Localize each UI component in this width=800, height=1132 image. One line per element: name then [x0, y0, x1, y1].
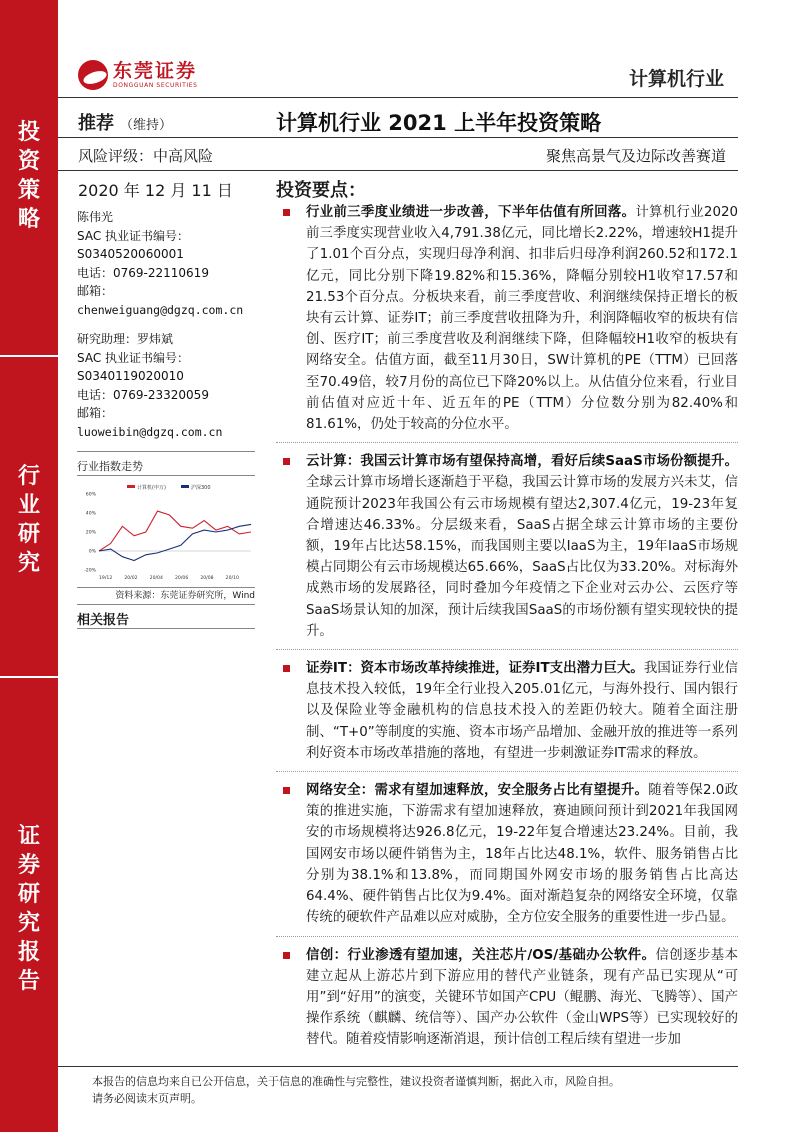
- logo-name-cn: 东莞证券: [113, 60, 198, 82]
- y-tick-label: -20%: [84, 568, 96, 574]
- related-reports-heading: 相关报告: [77, 613, 130, 628]
- report-title: 计算机行业 2021 上半年投资策略: [276, 111, 602, 135]
- chart-title: 行业指数走势: [77, 460, 143, 473]
- analyst-phone: 电话：0769-23320059: [77, 387, 209, 402]
- chart-source: 资料来源：东莞证券研究所，Wind: [115, 591, 255, 601]
- key-point-divider: [276, 936, 738, 937]
- footer-rule: [58, 1066, 738, 1067]
- rating-value: 推荐: [78, 113, 114, 134]
- risk-rating: 风险评级：中高风险: [78, 147, 214, 165]
- series-line-csi300: [99, 524, 251, 560]
- key-point: [276, 658, 738, 764]
- sidebar-char: 行: [17, 464, 40, 489]
- analyst-sac: S0340119020010: [77, 369, 184, 383]
- key-point: [276, 451, 738, 642]
- legend-swatch-1: [127, 485, 135, 488]
- key-point-lead: 行业前三季度业绩进一步改善，下半年估值有所回落。: [306, 205, 636, 220]
- related-bottom-rule: [77, 628, 255, 629]
- key-point-text: 全球云计算市场增长逐渐趋于平稳，我国云计算市场的发展方兴未艾，信通院预计2023年我国公有云市场规模有望达2,307.4亿元，19-23年复合增速达46.33%。分层级来看，SaaS占据全球云计算市场的主要份额，19年占比达58.15%，而我国则主要以IaaS为主，19年IaaS市场规模占同期公有云市场规模达65.66%，SaaS占比仅为33.20%。对标海外成熟市场的发展路径，同时叠加今年疫情之下企业对云办公、云医疗等SaaS场景认知的加深，预计后续我国SaaS的市场份额有望实现较快的提升。: [306, 475, 738, 639]
- sidebar-char: 略: [17, 207, 40, 232]
- sidebar-char: 业: [17, 493, 40, 518]
- sidebar-section-industry: [0, 462, 58, 578]
- analyst-info: [77, 208, 243, 319]
- sidebar-char: 券: [17, 853, 40, 878]
- subtitle-rule: [58, 170, 738, 171]
- y-tick-label: 20%: [85, 530, 96, 536]
- sidebar-char: 研: [17, 522, 40, 547]
- logo-mark-icon: [78, 60, 108, 90]
- key-point-text: 信创逐步基本建立起从上游芯片到下游应用的替代产业链条，现有产品已实现从“可用”到“好用”的演变，关键环节如国产CPU（鲲鹏、海光、飞腾等）、国产操作系统（麒麟、统信等）、国产办公软件（金山WPS等）已实现较好的替代。随着疫情影响逐渐消退，预计信创工程后续有望进一步加: [306, 947, 738, 1048]
- key-point: [276, 780, 738, 928]
- sidebar-divider: [0, 676, 58, 678]
- sidebar-char: 告: [17, 969, 40, 994]
- sidebar-char: 投: [17, 120, 40, 145]
- y-tick-label: 40%: [85, 511, 96, 517]
- header-rule: [58, 97, 738, 98]
- analyst-name: 陈伟光: [77, 210, 114, 224]
- x-tick-label: 20/10: [225, 576, 239, 581]
- key-points-list: [276, 202, 738, 1051]
- sidebar-char: 报: [17, 940, 40, 965]
- key-point-lead: 网络安全：需求有望加速释放，安全服务占比有望提升。: [306, 783, 649, 799]
- x-tick-label: 20/06: [175, 576, 189, 581]
- key-point-divider: [276, 442, 738, 443]
- legend-label-2: 沪深300: [191, 485, 211, 491]
- key-points-heading: 投资要点：: [276, 180, 366, 201]
- key-point-lead: 云计算：我国云计算市场有望保持高增，看好后续SaaS市场份额提升。: [306, 454, 738, 470]
- footer-line-1: 本报告的信息均来自已公开信息，关于信息的准确性与完整性，建议投资者谨慎判断，据此入市，风险自担。: [92, 1075, 620, 1088]
- chart-title-rule: [77, 475, 255, 476]
- key-point-divider: [276, 649, 738, 650]
- key-point-lead: 证券IT：资本市场改革持续推进，证券IT支出潜力巨大。: [306, 661, 644, 677]
- analyst-email[interactable]: chenweiguang@dgzq.com.cn: [77, 302, 244, 317]
- analyst-name: 研究助理：罗炜斌: [77, 332, 174, 346]
- related-rule: [77, 604, 255, 605]
- x-tick-label: 20/02: [124, 576, 138, 581]
- sidebar-char: 究: [17, 911, 40, 936]
- x-tick-label: 20/08: [200, 576, 214, 581]
- assistant-info: [77, 330, 222, 441]
- sidebar-char: 证: [17, 824, 40, 849]
- key-point-text: 随着等保2.0政策的推进实施，下游需求有望加速释放，赛迪顾问预计到2021年我国网安的市场规模将达926.8亿元，19-22年复合增速达23.24%。目前，我国网安市场以硬件销售为主，18年占比达48.1%，软件、服务销售占比分别为38.1%和13.8%，而同期国外网安市场的服务销售占比高达64.4%、硬件销售占比仅为9.4%。面对渐趋复杂的网络安全环境，仅靠传统的硬软件产品难以应对威胁，全方位安全服务的重要性进一步凸显。: [306, 783, 739, 926]
- key-point: [276, 945, 738, 1051]
- company-logo: [78, 60, 198, 90]
- analyst-email[interactable]: luoweibin@dgzq.com.cn: [77, 424, 223, 439]
- analyst-sac-label: SAC 执业证书编号：: [77, 350, 190, 365]
- legend-label-1: 计算机(申万): [137, 485, 166, 491]
- key-point: [276, 202, 738, 435]
- x-tick-label: 20/04: [149, 576, 163, 581]
- chart-top-rule: [77, 451, 255, 452]
- sidebar-char: 资: [17, 149, 40, 174]
- logo-name-en: DONGGUAN SECURITIES: [113, 82, 198, 89]
- rating: [78, 109, 172, 135]
- series-line-computer: [99, 511, 251, 551]
- analyst-phone: 电话：0769-22110619: [77, 265, 209, 280]
- report-date: 2020 年 12 月 11 日: [78, 181, 233, 200]
- sidebar-char: 究: [17, 551, 40, 576]
- legend-swatch-2: [181, 485, 189, 488]
- y-tick-label: 60%: [85, 492, 96, 498]
- report-subtitle: 聚焦高景气及边际改善赛道: [545, 147, 726, 165]
- sidebar-char: 策: [17, 178, 40, 203]
- key-point-text: 我国证券行业信息技术投入较低，19年全行业投入205.01亿元，与海外投行、国内银行以及保险业等金融机构的信息技术投入的差距仍较大。随着全面注册制、“T+0”等制度的实施、资本市场产品增加、金融开放的推进等一系列利好资本市场改革措施的落地，有望进一步刺激证券IT需求的释放。: [306, 661, 739, 761]
- analyst-email-label: 邮箱：: [77, 406, 114, 420]
- key-point-divider: [276, 771, 738, 772]
- industry-index-chart: [77, 480, 255, 584]
- key-point-lead: 信创：行业渗透有望加速，关注芯片/OS/基础办公软件。: [306, 947, 656, 963]
- title-rule: [58, 137, 738, 138]
- sidebar-section-strategy: [0, 118, 58, 234]
- footer-line-2: 请务必阅读末页声明。: [92, 1092, 202, 1105]
- key-point-text: 计算机行业2020前三季度实现营业收入4,791.38亿元，同比增长2.22%，增速较H1提升了1.01个百分点，实现归母净利润、扣非后归母净利润260.52和172.1亿元，同比分别下降19.82%和15.36%，降幅分别较H1收窄17.57和21.53个百分点。分板块来看，前三季度营收、利润继续保持正增长的板块有云计算、证券IT；前三季度营收扭降为升，利润降幅收窄的板块有信创、医疗IT；前三季度营收及利润继续下降，但降幅较H1收窄的板块有网络安全。估值方面，截至11月30日，SW计算机的PE（TTM）已回落至70.49倍，较7月份的高位已下降20%以上。从估值分位来看，行业目前估值对应近十年、近五年的PE（TTM）分位数分别为82.40%和81.61%，仍处于较高的分位水平。: [306, 205, 739, 433]
- analyst-sac-label: SAC 执业证书编号：: [77, 228, 190, 243]
- sidebar-divider: [0, 355, 58, 357]
- footer-disclaimer: [92, 1073, 620, 1107]
- industry-tag: 计算机行业: [628, 68, 724, 90]
- rating-note: （维持）: [120, 118, 173, 133]
- y-tick-label: 0%: [88, 549, 96, 555]
- sidebar-char: 研: [17, 882, 40, 907]
- analyst-sac: S0340520060001: [77, 247, 184, 261]
- x-tick-label: 19/12: [99, 576, 113, 581]
- analyst-email-label: 邮箱：: [77, 284, 114, 298]
- sidebar-section-report: [0, 822, 58, 996]
- left-stripe: [0, 0, 58, 1132]
